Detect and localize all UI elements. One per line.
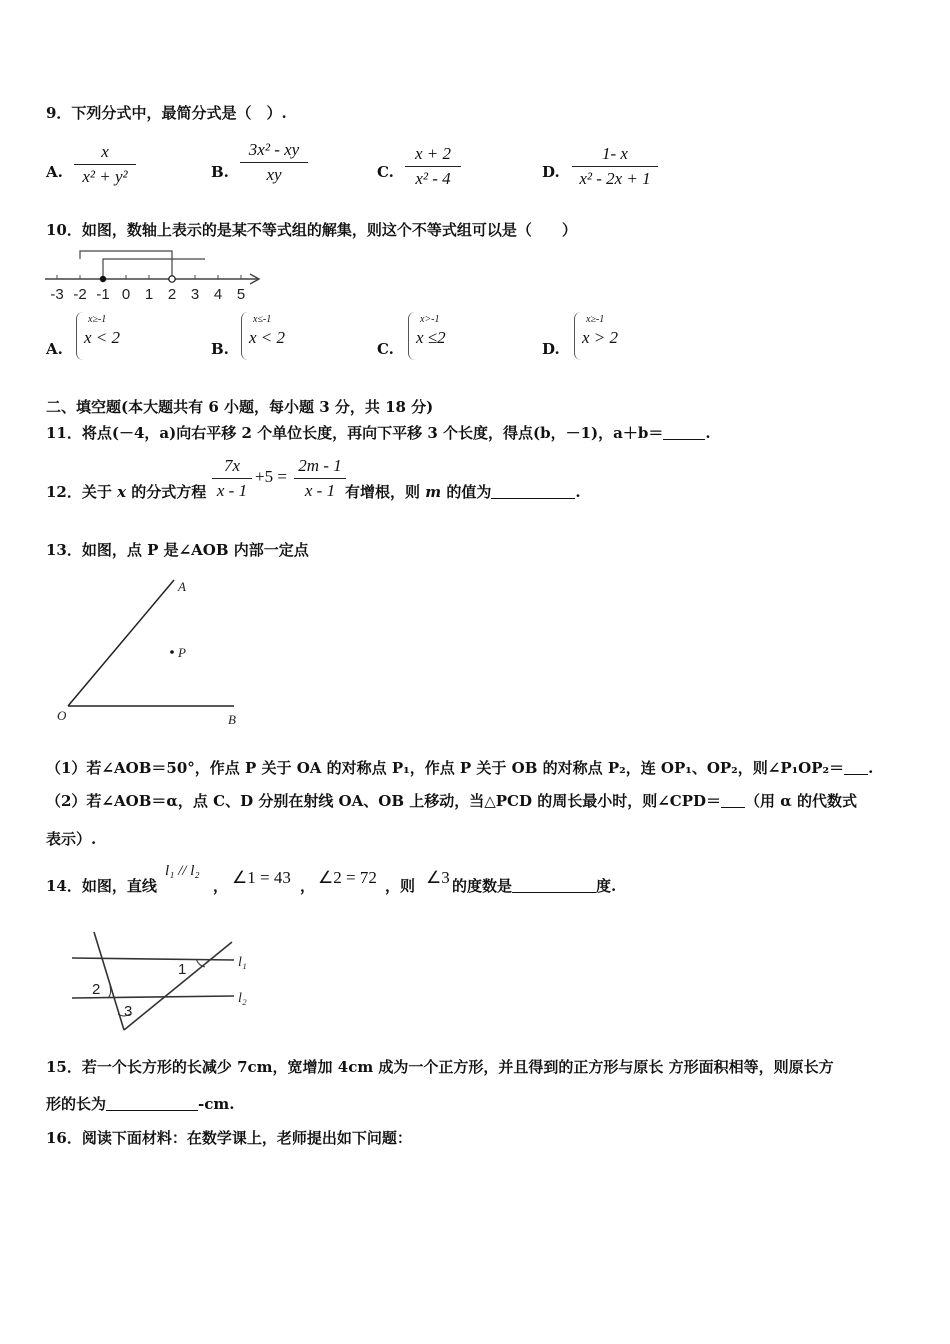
- q12-rhs-fraction: [294, 455, 346, 502]
- q9-option-b-fraction: [240, 139, 308, 186]
- q10-option-c-system: [408, 312, 478, 362]
- q9-option-a-fraction: [74, 141, 136, 188]
- q10-option-d-system: [574, 312, 644, 362]
- label-a: A: [178, 579, 186, 594]
- q10-option-d-letter: D.: [542, 340, 560, 358]
- label-l1: l₁: [238, 955, 247, 970]
- q14-mid: ，则: [385, 877, 416, 895]
- range-bracket-upper: [80, 251, 172, 279]
- q12-lhs-numerator: 7x: [223, 456, 241, 475]
- q13-part1-answer-blank[interactable]: [844, 760, 868, 775]
- q13-part2-line1: （2）若∠AOB＝α，点 C、D 分别在射线 OA、OB 上移动，当△PCD 的周长最小时，则∠CPD＝ （用 α 的代数式: [46, 792, 857, 810]
- q14-angle2-condition: ∠2 = 72: [318, 868, 377, 887]
- tick-label: 4: [213, 286, 223, 303]
- q16-text: 16．阅读下面材料：在数学课上，老师提出如下问题：: [46, 1129, 412, 1147]
- q10-stem: 10．如图，数轴上表示的是某不等式组的解集，则这个不等式组可以是（ ）: [46, 221, 577, 239]
- q15-line2: 形的长为 -cm.: [46, 1095, 235, 1113]
- tick-label: -1: [96, 286, 110, 303]
- q10-option-a-top: x≥-1: [88, 314, 107, 325]
- q10-option-a-letter: A.: [46, 340, 63, 358]
- q11-stem: 11．将点(－4，a)向右平移 2 个单位长度，再向下平移 3 个长度，得点(b，－1)，a＋b＝: [46, 424, 664, 442]
- ray-oa: [68, 580, 174, 706]
- range-bracket-lower: [103, 259, 205, 279]
- q12-prefix: 12．关于 x 的分式方程: [46, 483, 207, 501]
- q9-option-a-numerator: x: [101, 142, 109, 161]
- q12-lhs-denominator: x - 1: [216, 481, 248, 500]
- label-b: B: [228, 712, 236, 727]
- q9-option-c-letter: C.: [377, 163, 394, 181]
- q9-option-d-letter: D.: [542, 163, 560, 181]
- q14-sep1: ，: [213, 877, 229, 895]
- q10-option-b-letter: B.: [211, 340, 229, 358]
- q9-option-c-denominator: x² - 4: [415, 169, 451, 188]
- q9-option-b-letter: B.: [211, 163, 229, 181]
- q12-answer-blank[interactable]: [491, 484, 575, 499]
- tick-label: -3: [50, 286, 64, 303]
- q12-plus-equals: +5 =: [255, 467, 287, 486]
- q14-angle1-condition: ∠1 = 43: [232, 868, 291, 887]
- q9-stem: 9．下列分式中，最简分式是（ ）.: [46, 104, 287, 122]
- q10-option-b-top: x≤-1: [253, 314, 272, 325]
- q10-option-d-bottom: x > 2: [582, 328, 619, 347]
- section-2-title: 二、填空题(本大题共有 6 小题，每小题 3 分，共 18 分): [46, 398, 434, 416]
- q9-option-d-fraction: [572, 143, 658, 190]
- q14-suffix: 的度数是 度.: [452, 877, 617, 895]
- q10-option-b-system: [241, 312, 311, 362]
- label-angle-1: 1: [178, 961, 187, 978]
- label-angle-3: 3: [124, 1003, 133, 1020]
- q9-option-d-numerator: 1- x: [602, 144, 628, 163]
- parallel-lines-figure: [68, 926, 258, 1036]
- angle-aob-figure: [50, 572, 250, 732]
- tick-label: 3: [190, 286, 200, 303]
- q10-option-d-top: x≥-1: [586, 314, 605, 325]
- q9-option-b-denominator: xy: [266, 165, 282, 184]
- q14-answer-blank[interactable]: [512, 878, 596, 893]
- q9-option-a-denominator: x² + y²: [82, 167, 128, 186]
- q15-line1: 15．若一个长方形的长减少 7cm，宽增加 4cm 成为一个正方形，并且得到的正方形与原长 方形面积相等，则原长方: [46, 1058, 834, 1076]
- label-l2: l₂: [238, 991, 247, 1006]
- q12-rhs-numerator: 2m - 1: [298, 456, 342, 475]
- q14-parallel-condition: l₁ // l₂: [165, 863, 200, 879]
- q9-option-c-numerator: x + 2: [414, 144, 452, 163]
- angle-2-arc: [108, 986, 111, 998]
- q10-option-b-bottom: x < 2: [249, 328, 286, 347]
- q10-option-c-bottom: x ≤2: [416, 328, 446, 347]
- q12-suffix: 有增根，则 m 的值为 .: [345, 483, 581, 501]
- q9-option-c-fraction: [405, 143, 461, 190]
- tick-label: 1: [144, 286, 154, 303]
- transversal-right: [124, 942, 232, 1030]
- q12-lhs-fraction: [212, 455, 252, 502]
- q11-end: .: [705, 424, 711, 442]
- q15-answer-blank[interactable]: [106, 1096, 198, 1111]
- q13-part2-answer-blank[interactable]: [721, 793, 745, 808]
- q13-part1: （1）若∠AOB＝50°，作点 P 关于 OA 的对称点 P₁，作点 P 关于 OB 的对称点 P₂，连 OP₁、OP₂，则∠P₁OP₂＝ .: [46, 759, 874, 777]
- q10-option-c-top: x>-1: [420, 314, 440, 325]
- tick-label: 0: [121, 286, 131, 303]
- q9-option-a-letter: A.: [46, 163, 63, 181]
- tick-label: 5: [236, 286, 246, 303]
- closed-point-icon: [100, 276, 106, 282]
- q10-option-a-system: [76, 312, 146, 362]
- number-line-figure: [40, 245, 270, 307]
- q14-angle3-label: ∠3: [426, 868, 450, 887]
- tick-label: -2: [73, 286, 87, 303]
- tick-label: 2: [167, 286, 177, 303]
- q13-part2-line2: 表示）.: [46, 830, 97, 848]
- open-point-icon: [169, 276, 175, 282]
- q11-answer-blank[interactable]: [663, 425, 705, 440]
- q14-prefix: 14．如图，直线: [46, 877, 157, 895]
- q9-option-d-denominator: x² - 2x + 1: [579, 169, 651, 188]
- q9-option-b-numerator: 3x² - xy: [248, 140, 300, 159]
- label-angle-2: 2: [92, 981, 101, 998]
- q11-text: [46, 423, 711, 443]
- label-o: O: [57, 708, 67, 723]
- point-p-icon: [170, 650, 174, 654]
- q13-stem: 13．如图，点 P 是∠AOB 内部一定点: [46, 541, 309, 559]
- q10-option-c-letter: C.: [377, 340, 394, 358]
- q14-sep2: ，: [300, 877, 316, 895]
- label-p: P: [178, 645, 186, 660]
- q10-option-a-bottom: x < 2: [84, 328, 121, 347]
- q12-rhs-denominator: x - 1: [304, 481, 336, 500]
